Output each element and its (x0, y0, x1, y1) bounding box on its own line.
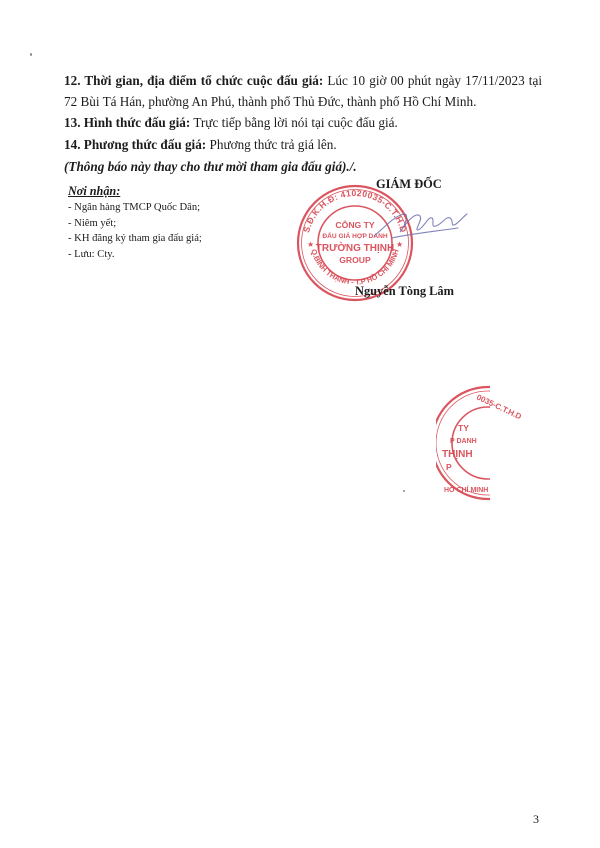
item-14 (64, 134, 542, 155)
item-14-text: Phương thức trả giá lên. (206, 137, 337, 152)
recipients-list (68, 200, 298, 262)
page-number: 3 (533, 812, 539, 826)
recipient-item: - Lưu: Cty. (68, 248, 115, 260)
recipient-item: - Ngân hàng TMCP Quốc Dân; (68, 202, 201, 213)
signatory-title: GIÁM ĐỐC (376, 177, 442, 191)
item-13-label: 13. Hình thức đấu giá: (64, 115, 191, 130)
svg-text:★: ★ (307, 240, 315, 249)
partial-seal-ring-text: 0035-C.T.H.D (475, 392, 523, 422)
partial-seal-line-4: P (446, 462, 452, 472)
seal-ring-text: S.Đ.K.H.Đ: 41020035-C.T.H.D (301, 187, 409, 234)
signature-icon (370, 198, 470, 248)
recipients-block (68, 183, 298, 262)
partial-seal-line-1: TY (458, 423, 469, 433)
partial-seal-icon (436, 385, 542, 501)
recipients-title: Nơi nhận: (68, 184, 121, 198)
item-12-text: Lúc 10 giờ 00 phút ngày 17/11/2023 tại 72 Bùi Tá Hán, phường An Phú, thành phố Thủ Đức, thành phố Hồ Chí Minh. (64, 73, 542, 109)
scan-speck (30, 53, 32, 56)
item-12 (64, 70, 542, 112)
seal-line-3: TRƯỜNG THỊNH (315, 243, 395, 254)
recipient-item: - Niêm yết; (68, 217, 117, 229)
seal-line-2: ĐẤU GIÁ HỢP DANH (322, 233, 388, 240)
item-12-label: 12. Thời gian, địa điểm tổ chức cuộc đấu giá: (64, 73, 324, 88)
scan-speck (403, 490, 405, 492)
partial-seal-line-3: THỊNH (442, 449, 473, 460)
partial-seal-line-2: P DANH (450, 438, 477, 445)
svg-text:★: ★ (396, 240, 404, 249)
item-13-text: Trực tiếp bằng lời nói tại cuộc đấu giá. (190, 115, 398, 130)
notice-note: (Thông báo này thay cho thư mời tham gia đấu giá)./. (64, 159, 357, 174)
signatory-name: Nguyễn Tòng Lâm (355, 284, 454, 298)
partial-seal-ring-bottom-text: HỒ CHÍ MINH (444, 487, 489, 494)
seal-line-4: GROUP (339, 255, 371, 265)
seal-line-1: CÔNG TY (335, 220, 375, 230)
seal-ring-bottom-text: Q.BÌNH THẠNH - T.P HỒ CHÍ MINH (309, 248, 401, 287)
item-13 (64, 112, 542, 133)
item-14-label: 14. Phương thức đấu giá: (64, 137, 207, 152)
recipient-item: - KH đăng ký tham gia đấu giá; (68, 233, 202, 244)
